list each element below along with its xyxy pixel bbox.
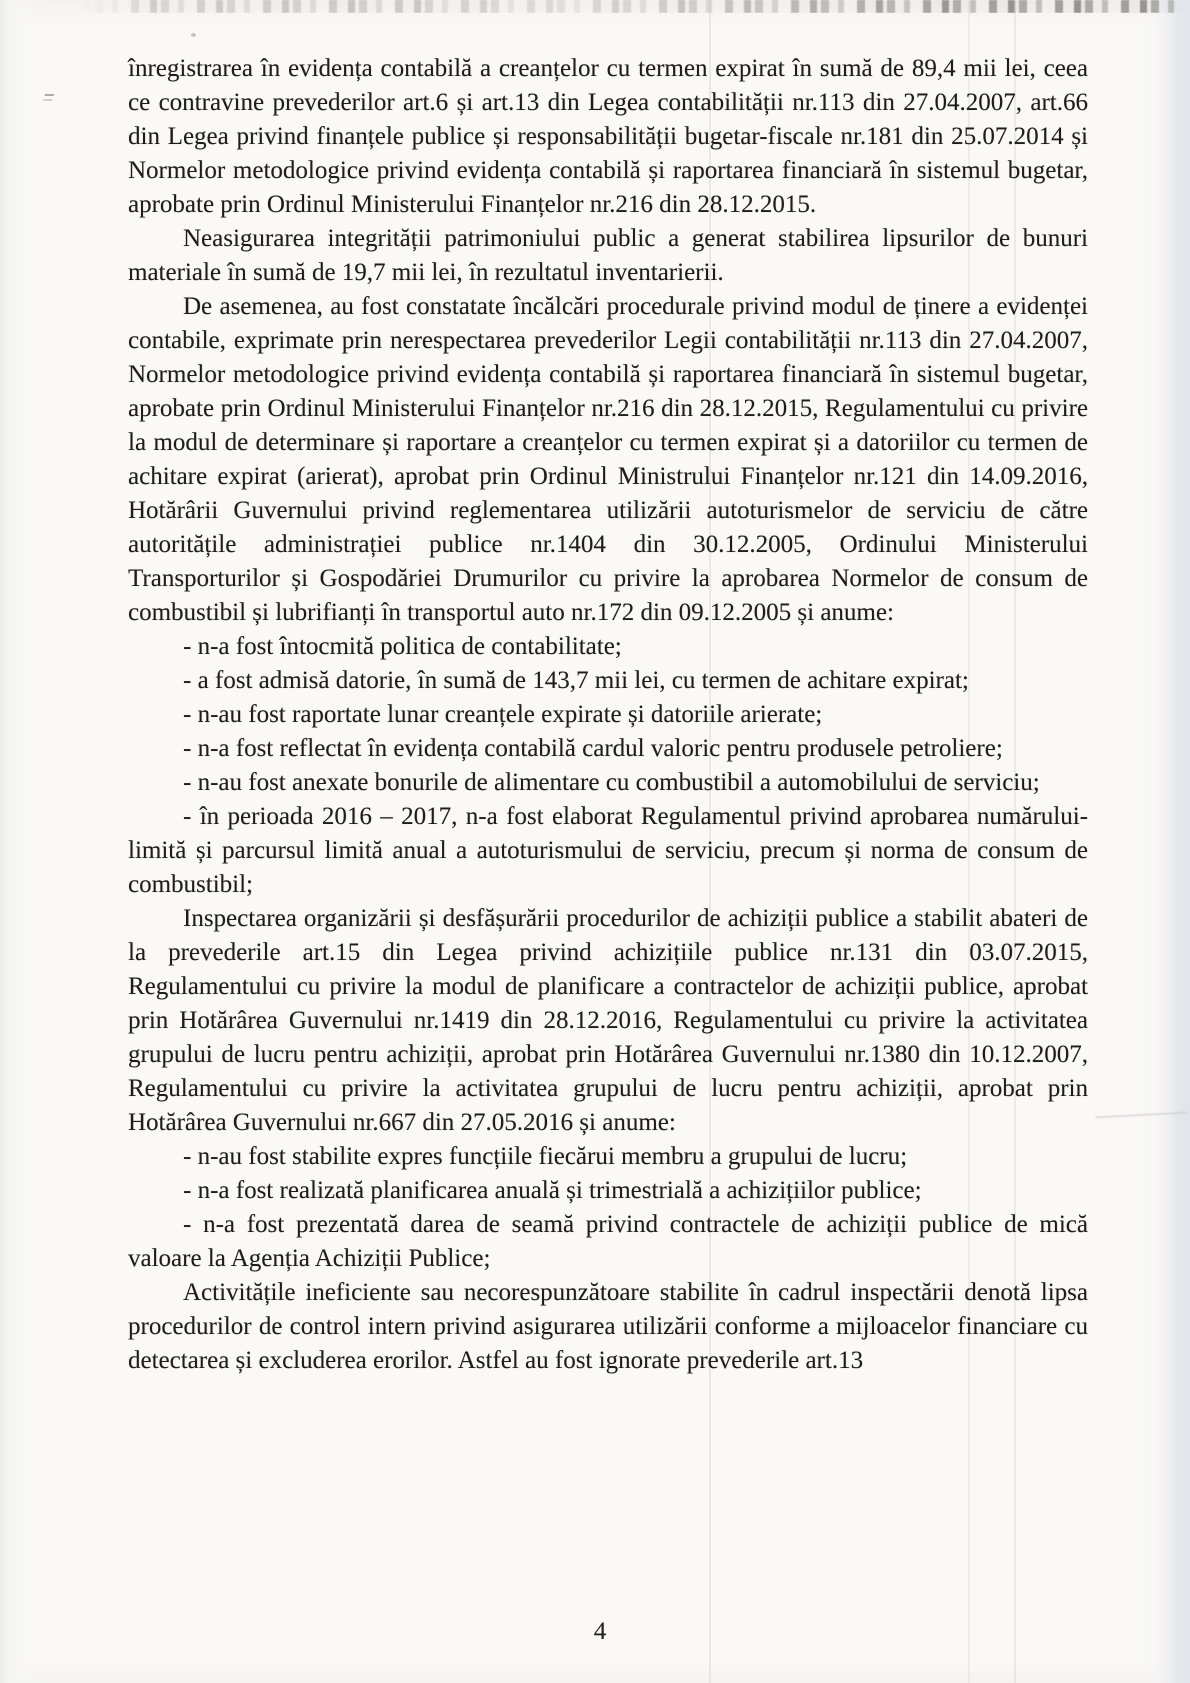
document-text	[128, 52, 1088, 1378]
paragraph: De asemenea, au fost constatate încălcări procedurale privind modul de ținere a evidenței contabile, exprimate prin nerespectarea prevederilor Legii contabilității nr.113 din 27.04.2007, Normelor metodologice privind evidența contabilă și raportarea financiară în sistemul bugetar, aprobate prin Ordinul Ministerului Finanțelor nr.216 din 28.12.2015, Regulamentului cu privire la modul de determinare și raportare a creanțelor cu termen expirat și a datoriilor cu termen de achitare expirat (arierat), aprobat prin Ordinul Ministrului Finanțelor nr.121 din 14.09.2016, Hotărârii Guvernului privind reglementarea utilizării autoturismelor de serviciu de către autoritățile administrației publice nr.1404 din 30.12.2005, Ordinului Ministerului Transporturilor și Gospodăriei Drumurilor cu privire la aprobarea Normelor de consum de combustibil și lubrifianți în transportul auto nr.172 din 09.12.2005 și anume:	[128, 293, 1088, 626]
list-item: - în perioada 2016 – 2017, n-a fost elaborat Regulamentul privind aprobarea numărului-limită și parcursul limită anual a autoturismului de serviciu, precum și norma de consum de combustibil;	[128, 803, 1088, 898]
list-item: - n-a fost reflectat în evidența contabilă cardul valoric pentru produsele petroliere;	[183, 735, 1003, 762]
list-item: - n-a fost realizată planificarea anuală și trimestrială a achizițiilor publice;	[183, 1177, 922, 1204]
list-item: - n-a fost întocmită politica de contabilitate;	[183, 633, 622, 660]
paper-crease	[1095, 1112, 1187, 1119]
paragraph: Activitățile ineficiente sau necorespunzătoare stabilite în cadrul inspectării denotă lipsa procedurilor de control intern privind asigurarea utilizării conforme a mijloacelor financiare cu detectarea și excluderea erorilor. Astfel au fost ignorate prevederile art.13	[128, 1279, 1088, 1374]
scan-artifact-top-edge	[84, 0, 1185, 13]
paragraph: Inspectarea organizării și desfășurării procedurilor de achiziții publice a stabilit abateri de la prevederile art.15 din Legea privind achizițiile publice nr.131 din 03.07.2015, Regulamentului cu privire la modul de planificare a contractelor de achiziții publice, aprobat prin Hotărârea Guvernului nr.1419 din 28.12.2016, Regulamentului cu privire la activitatea grupului de lucru pentru achiziții, aprobat prin Hotărârea Guvernului nr.1380 din 10.12.2007, Regulamentului cu privire la activitatea grupului de lucru pentru achiziții, aprobat prin Hotărârea Guvernului nr.667 din 27.05.2016 și anume:	[128, 905, 1088, 1136]
list-item: - a fost admisă datorie, în sumă de 143,7 mii lei, cu termen de achitare expirat;	[183, 667, 969, 694]
list-item: - n-au fost stabilite expres funcțiile fiecărui membru a grupului de lucru;	[183, 1143, 908, 1170]
paragraph: Neasigurarea integrității patrimoniului public a generat stabilirea lipsurilor de bunuri materiale în sumă de 19,7 mii lei, în rezultatul inventarierii.	[128, 225, 1088, 286]
scan-speck	[191, 33, 196, 37]
page-number: 4	[593, 1618, 607, 1645]
list-item: - n-au fost raportate lunar creanțele expirate și datoriile arierate;	[183, 701, 823, 728]
list-item: - n-au fost anexate bonurile de alimentare cu combustibil a automobilului de serviciu;	[183, 769, 1040, 796]
scan-speck	[43, 94, 54, 101]
paragraph: înregistrarea în evidența contabilă a creanțelor cu termen expirat în sumă de 89,4 mii lei, ceea ce contravine prevederilor art.6 și art.13 din Legea contabilității nr.113 din 27.04.2007, art.66 din Legea privind finanțele publice și responsabilității bugetar-fiscale nr.181 din 25.07.2014 și Normelor metodologice privind evidența contabilă și raportarea financiară în sistemul bugetar, aprobate prin Ordinul Ministerului Finanțelor nr.216 din 28.12.2015.	[128, 55, 1088, 218]
list-item: - n-a fost prezentată darea de seamă privind contractele de achiziții publice de mică valoare la Agenția Achiziții Publice;	[128, 1211, 1088, 1272]
